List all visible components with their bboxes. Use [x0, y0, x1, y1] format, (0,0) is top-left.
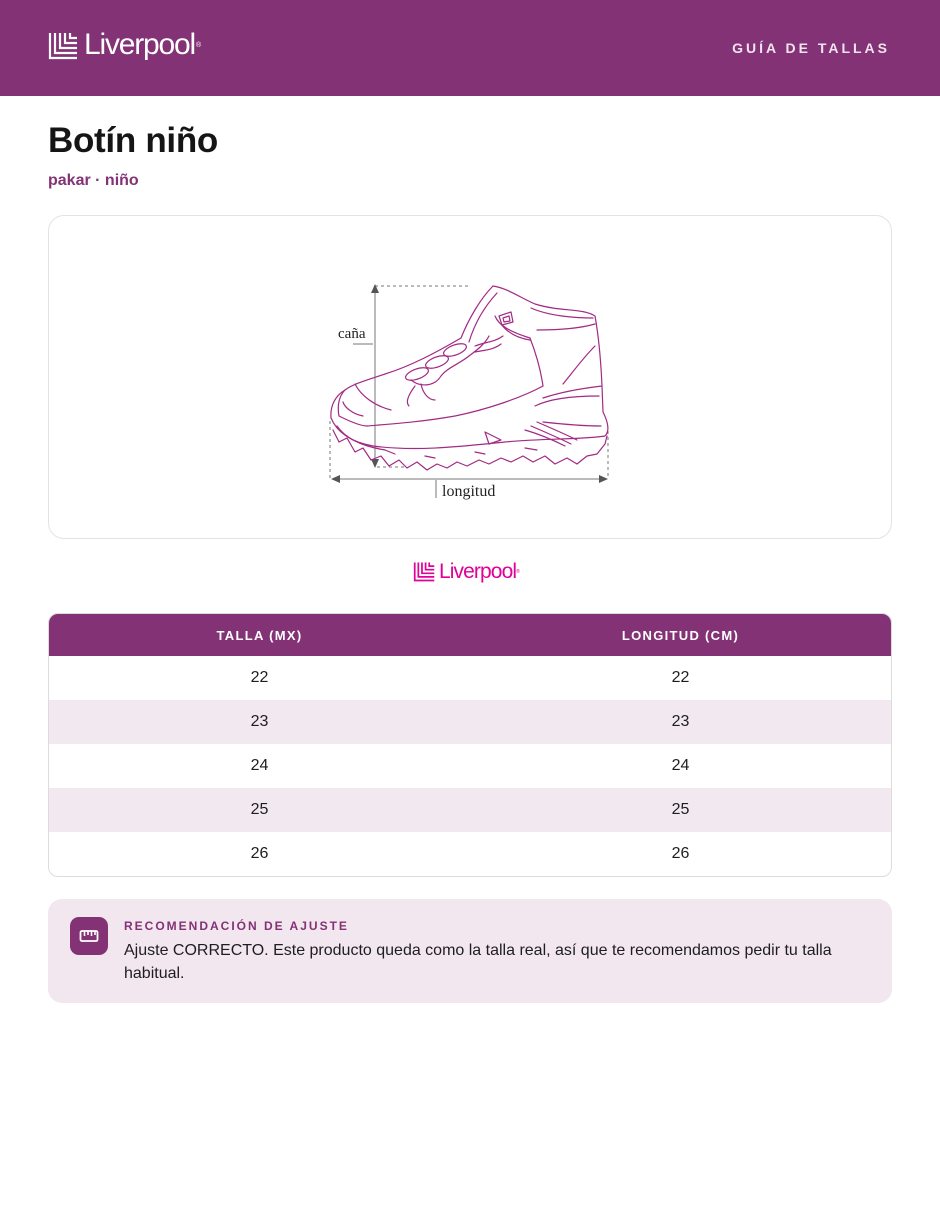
table-row	[49, 788, 891, 832]
liverpool-logo[interactable]	[48, 30, 201, 60]
ruler-icon	[70, 917, 108, 955]
page-title: Botín niño	[48, 121, 219, 160]
table-header-row	[49, 614, 891, 656]
product-subtitle: pakar · niño	[48, 172, 139, 189]
column-header-longitud: LONGITUD (CM)	[621, 627, 740, 643]
column-header-talla: TALLA (MX)	[216, 627, 303, 643]
logo-wordmark: Liverpool	[84, 28, 195, 61]
registered-mark: ®	[516, 568, 520, 575]
cana-label: caña	[338, 326, 366, 342]
table-cell-talla: 25	[250, 801, 269, 818]
liverpool-logo-icon	[48, 31, 79, 60]
table-cell-talla: 26	[250, 845, 269, 862]
table-cell-longitud: 24	[671, 757, 690, 774]
size-table	[48, 613, 892, 877]
table-cell-talla: 24	[250, 757, 269, 774]
table-row	[49, 832, 891, 876]
table-row	[49, 656, 891, 700]
liverpool-logo-icon	[413, 561, 436, 582]
table-cell-talla: 23	[250, 713, 269, 730]
table-cell-longitud: 22	[671, 669, 690, 686]
logo-wordmark: Liverpool	[439, 560, 517, 583]
longitud-label: longitud	[442, 483, 496, 500]
table-cell-longitud: 25	[671, 801, 690, 818]
table-cell-longitud: 23	[671, 713, 690, 730]
table-row	[49, 700, 891, 744]
registered-mark: ®	[195, 41, 202, 49]
fit-recommendation	[48, 899, 892, 1003]
size-guide-link[interactable]: GUÍA DE TALLAS	[732, 40, 890, 56]
boot-outline-illustration	[325, 246, 625, 506]
table-cell-longitud: 26	[671, 845, 690, 862]
fit-recommendation-text: Ajuste CORRECTO. Este producto queda como la talla real, así que te recomendamos pedir tu talla habitual.	[124, 942, 832, 982]
table-cell-talla: 22	[250, 669, 269, 686]
table-row	[49, 744, 891, 788]
header-bar	[0, 0, 940, 96]
fit-recommendation-label: RECOMENDACIÓN DE AJUSTE	[124, 919, 349, 933]
measurement-diagram-card	[48, 215, 892, 539]
liverpool-secondary-logo	[413, 561, 520, 582]
